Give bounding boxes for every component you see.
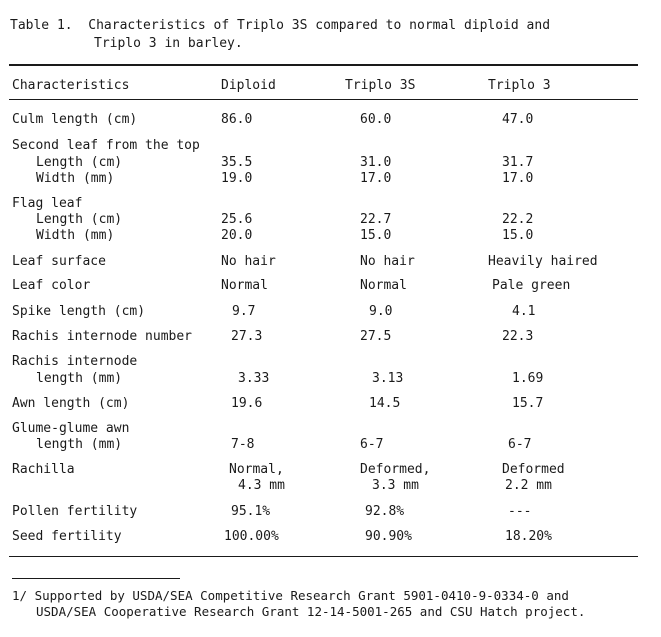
cell-triplo-3s: 14.5 [369, 396, 401, 411]
cell-triplo-3s: 60.0 [360, 112, 392, 127]
row-label: Glume-glume awn [12, 421, 130, 436]
row-label: Leaf color [12, 278, 91, 293]
row-label: Length (cm) [36, 155, 123, 170]
cell-diploid: Normal [221, 278, 268, 293]
row-label: Rachilla [12, 462, 75, 477]
cell-triplo-3: 2.2 mm [505, 478, 552, 493]
cell-triplo-3: 18.20% [505, 529, 552, 544]
cell-triplo-3: 1.69 [512, 371, 544, 386]
row-label: Second leaf from the top [12, 138, 200, 153]
table-caption-line-2: Triplo 3 in barley. [94, 36, 243, 51]
cell-triplo-3: --- [508, 504, 532, 519]
row-label: Rachis internode number [12, 329, 193, 344]
row-label: Width (mm) [36, 171, 115, 186]
footnote-line-2: USDA/SEA Cooperative Research Grant 12-14-5001-265 and CSU Hatch project. [36, 604, 586, 619]
cell-diploid: 4.3 mm [238, 478, 285, 493]
cell-triplo-3s: 27.5 [360, 329, 392, 344]
cell-triplo-3s: 3.13 [372, 371, 404, 386]
header-diploid: Diploid [221, 78, 276, 93]
cell-diploid: 19.0 [221, 171, 253, 186]
cell-triplo-3s: 92.8% [365, 504, 405, 519]
cell-triplo-3s: 3.3 mm [372, 478, 419, 493]
cell-triplo-3: 47.0 [502, 112, 534, 127]
cell-diploid: 25.6 [221, 212, 253, 227]
cell-triplo-3: 22.2 [502, 212, 534, 227]
table-bottom-rule [9, 556, 638, 557]
cell-triplo-3: 15.0 [502, 228, 534, 243]
cell-triplo-3s: 6-7 [360, 437, 384, 452]
cell-triplo-3s: 9.0 [369, 304, 393, 319]
cell-triplo-3s: 90.90% [365, 529, 412, 544]
header-characteristics: Characteristics [12, 78, 130, 93]
cell-diploid: 86.0 [221, 112, 253, 127]
row-label: length (mm) [36, 371, 123, 386]
cell-triplo-3s: Deformed, [360, 462, 431, 477]
row-label: Spike length (cm) [12, 304, 146, 319]
table-caption-line-1: Table 1. Characteristics of Triplo 3S compared to normal diploid and [10, 18, 551, 33]
row-label: Seed fertility [12, 529, 122, 544]
cell-triplo-3s: No hair [360, 254, 415, 269]
cell-triplo-3: Deformed [502, 462, 565, 477]
cell-triplo-3: 31.7 [502, 155, 534, 170]
table-top-rule [9, 64, 638, 66]
cell-diploid: Normal, [229, 462, 284, 477]
row-label: Length (cm) [36, 212, 123, 227]
footnote-rule [12, 578, 180, 579]
cell-diploid: 7-8 [231, 437, 255, 452]
row-label: Width (mm) [36, 228, 115, 243]
cell-triplo-3s: 15.0 [360, 228, 392, 243]
row-label: Culm length (cm) [12, 112, 138, 127]
header-triplo-3s: Triplo 3S [345, 78, 416, 93]
cell-triplo-3: 22.3 [502, 329, 534, 344]
cell-triplo-3s: 22.7 [360, 212, 392, 227]
header-rule [9, 99, 638, 100]
cell-diploid: 100.00% [224, 529, 279, 544]
cell-diploid: 20.0 [221, 228, 253, 243]
cell-triplo-3: 6-7 [508, 437, 532, 452]
cell-triplo-3: Pale green [492, 278, 571, 293]
row-label: Pollen fertility [12, 504, 138, 519]
cell-diploid: 27.3 [231, 329, 263, 344]
footnote-line-1: 1/ Supported by USDA/SEA Competitive Research Grant 5901-0410-9-0334-0 and [12, 588, 569, 603]
row-label: Awn length (cm) [12, 396, 130, 411]
cell-triplo-3s: 17.0 [360, 171, 392, 186]
row-label: Rachis internode [12, 354, 138, 369]
cell-diploid: 95.1% [231, 504, 271, 519]
cell-diploid: 3.33 [238, 371, 270, 386]
cell-diploid: No hair [221, 254, 276, 269]
cell-triplo-3s: 31.0 [360, 155, 392, 170]
cell-diploid: 35.5 [221, 155, 253, 170]
cell-diploid: 19.6 [231, 396, 263, 411]
cell-triplo-3s: Normal [360, 278, 407, 293]
row-label: length (mm) [36, 437, 123, 452]
row-label: Leaf surface [12, 254, 106, 269]
cell-triplo-3: 4.1 [512, 304, 536, 319]
row-label: Flag leaf [12, 196, 83, 211]
cell-triplo-3: 15.7 [512, 396, 544, 411]
cell-triplo-3: Heavily haired [488, 254, 598, 269]
cell-diploid: 9.7 [232, 304, 256, 319]
header-triplo-3: Triplo 3 [488, 78, 551, 93]
cell-triplo-3: 17.0 [502, 171, 534, 186]
